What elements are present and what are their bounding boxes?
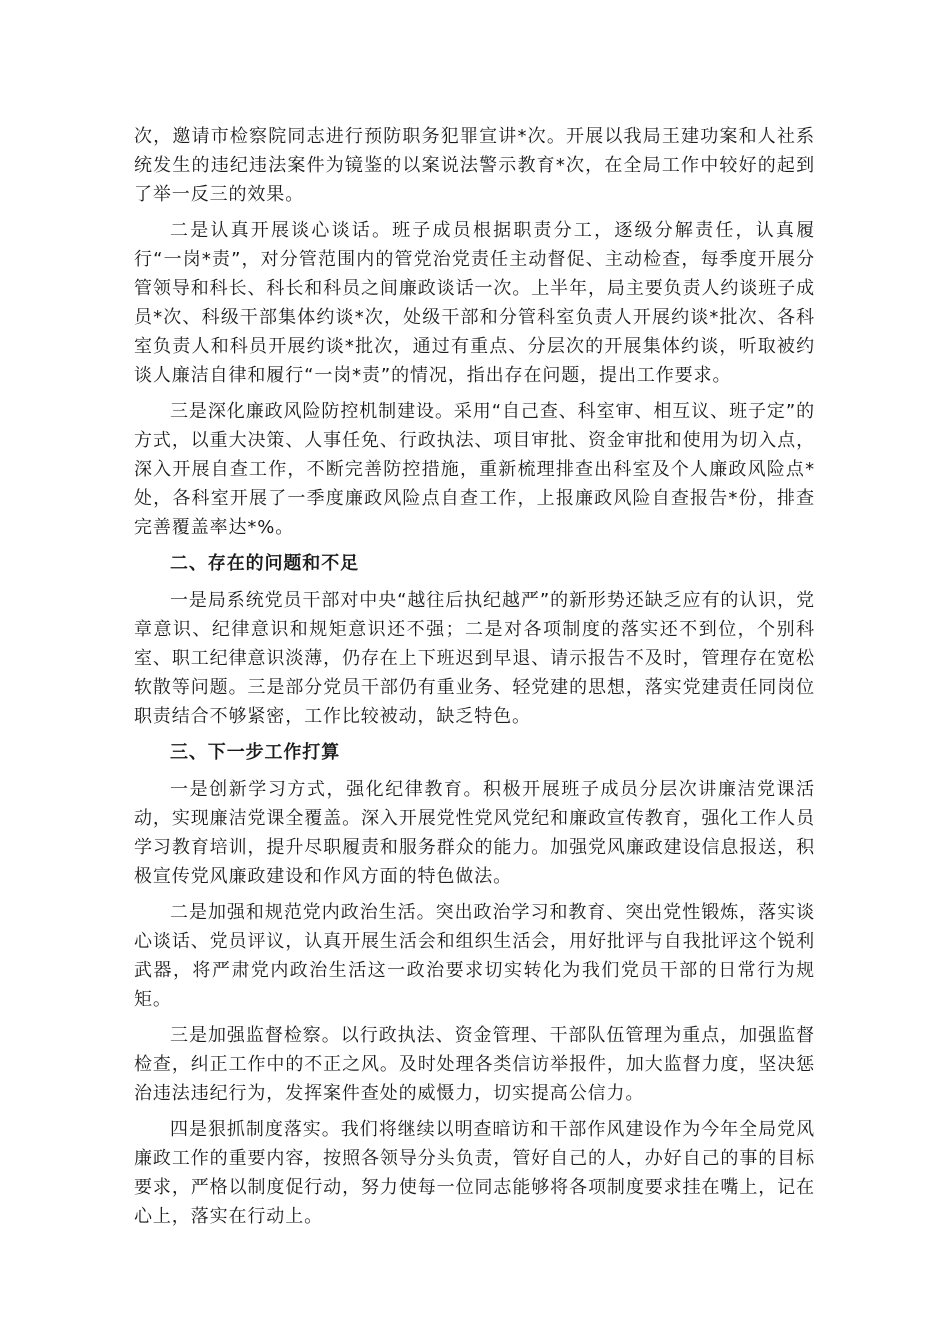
paragraph-political-life: 二是加强和规范党内政治生活。突出政治学习和教育、突出党性锻炼，落实谈心谈话、党员评议，认真开展生活会和组织生活会，用好批评与自我批评这个锐利武器，将严肃党内政治生活这一政治要求切实转化为我们党员干部的日常行为规矩。 [134, 902, 815, 1010]
paragraph-learning-methods: 一是创新学习方式，强化纪律教育。积极开展班子成员分层次讲廉洁党课活动，实现廉洁党课全覆盖。深入开展党性党风党纪和廉政宣传教育，强化工作人员学习教育培训，提升尽职履责和服务群众的能力。加强党风廉政建设信息报送，积极宣传党风廉政建设和作风方面的特色做法。 [134, 779, 815, 887]
paragraph-heart-to-heart-talks: 二是认真开展谈心谈话。班子成员根据职责分工，逐级分解责任，认真履行“一岗*责”，对分管范围内的管党治党责任主动督促、主动检查，每季度开展分管领导和科长、科长和科员之间廉政谈话一次。上半年，局主要负责人约谈班子成员*次、科级干部集体约谈*次，处级干部和分管科室负责人开展约谈*批次、各科室负责人和科员开展约谈*批次，通过有重点、分层次的开展集体约谈，听取被约谈人廉洁自律和履行“一岗*责”的情况，指出存在问题，提出工作要求。 [134, 220, 815, 386]
paragraph-risk-prevention: 三是深化廉政风险防控机制建设。采用“自己查、科室审、相互议、班子定”的方式，以重大决策、人事任免、行政执法、项目审批、资金审批和使用为切入点，深入开展自查工作，不断完善防控措施，重新梳理排查出科室及个人廉政风险点*处，各科室开展了一季度廉政风险点自查工作，上报廉政风险自查报告*份，排查完善覆盖率达*%。 [134, 401, 815, 538]
section-heading-next-steps: 三、下一步工作打算 [170, 742, 341, 763]
paragraph-continuation: 次，邀请市检察院同志进行预防职务犯罪宣讲*次。开展以我局王建功案和人社系统发生的违纪违法案件为镜鉴的以案说法警示教育*次，在全局工作中较好的起到了举一反三的效果。 [134, 126, 815, 205]
section-heading-problems: 二、存在的问题和不足 [170, 553, 359, 574]
paragraph-problems: 一是局系统党员干部对中央“越往后执纪越严”的新形势还缺乏应有的认识，党章意识、纪律意识和规矩意识还不强；二是对各项制度的落实还不到位，个别科室、职工纪律意识淡薄，仍存在上下班迟到早退、请示报告不及时，管理存在宽松软散等问题。三是部分党员干部仍有重业务、轻党建的思想，落实党建责任同岗位职责结合不够紧密，工作比较被动，缺乏特色。 [134, 590, 815, 727]
paragraph-system-implementation: 四是狠抓制度落实。我们将继续以明查暗访和干部作风建设作为今年全局党风廉政工作的重要内容，按照各领导分头负责，管好自己的人，办好自己的事的目标要求，严格以制度促行动，努力使每一位同志能够将各项制度要求挂在嘴上，记在心上，落实在行动上。 [134, 1119, 815, 1227]
document-body [134, 122, 815, 1238]
paragraph-supervision: 三是加强监督检察。以行政执法、资金管理、干部队伍管理为重点，加强监督检查，纠正工作中的不正之风。及时处理各类信访举报件，加大监督力度，坚决惩治违法违纪行为，发挥案件查处的威慑力，切实提高公信力。 [134, 1025, 815, 1104]
